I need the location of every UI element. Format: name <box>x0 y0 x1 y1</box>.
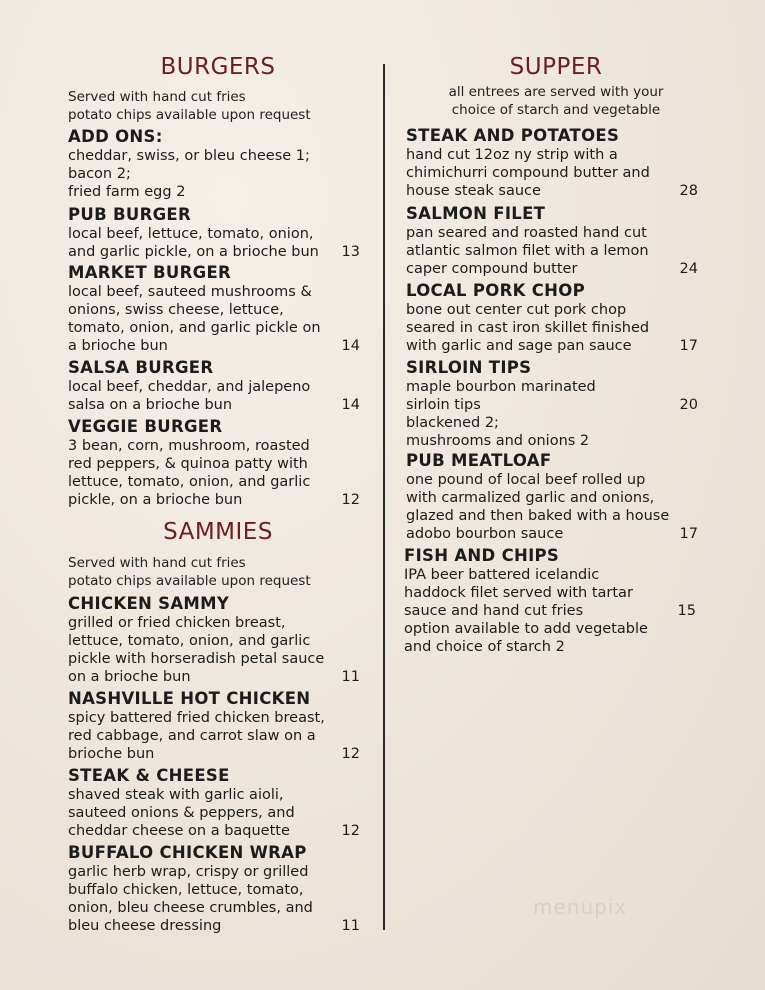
description-line: fried farm egg 2 <box>68 184 186 200</box>
description-line: haddock filet served with tartar <box>404 585 633 601</box>
description-line: cheddar cheese on a baquette <box>68 823 290 839</box>
price: 12 <box>341 746 360 762</box>
item-description <box>68 709 368 763</box>
menu-item-nashville-hot-chicken <box>68 689 368 763</box>
item-description <box>406 378 706 450</box>
description-line: pickle with horseradish petal sauce <box>68 651 325 667</box>
item-description <box>406 301 706 355</box>
item-name: STEAK & CHEESE <box>68 766 230 785</box>
description-line: sauteed onions & peppers, and <box>68 805 295 821</box>
menu-item-sirloin-tips <box>406 358 706 450</box>
description-line: adobo bourbon sauce <box>406 526 564 542</box>
price: 15 <box>677 603 696 619</box>
item-name: SALSA BURGER <box>68 358 214 377</box>
item-description <box>68 614 368 686</box>
description-line: salsa on a brioche bun <box>68 397 233 413</box>
item-name: CHICKEN SAMMY <box>68 594 230 613</box>
item-description <box>406 224 706 278</box>
description-line: and garlic pickle, on a brioche bun <box>68 244 319 260</box>
description-line: glazed and then baked with a house <box>406 508 670 524</box>
item-description <box>68 147 368 201</box>
item-name: BUFFALO CHICKEN WRAP <box>68 843 307 862</box>
item-name: LOCAL PORK CHOP <box>406 281 585 300</box>
menu-item-pub-meatloaf <box>406 451 706 543</box>
description-line: house steak sauce <box>406 183 541 199</box>
price: 14 <box>341 397 360 413</box>
description-line: chimichurri compound butter and <box>406 165 650 181</box>
description-line: buffalo chicken, lettuce, tomato, <box>68 882 304 898</box>
menu-item-local-pork-chop <box>406 281 706 355</box>
description-line: pan seared and roasted hand cut <box>406 225 647 241</box>
description-line: seared in cast iron skillet finished <box>406 320 650 336</box>
price: 12 <box>341 492 360 508</box>
item-description <box>406 146 706 200</box>
description-line: bacon 2; <box>68 166 131 182</box>
description-line: local beef, cheddar, and jalepeno <box>68 379 311 395</box>
burgers-note: Served with hand cut fries potato chips available upon request <box>68 89 311 123</box>
item-name: NASHVILLE HOT CHICKEN <box>68 689 311 708</box>
description-line: caper compound butter <box>406 261 578 277</box>
item-name: SALMON FILET <box>406 204 546 223</box>
description-line: grilled or fried chicken breast, <box>68 615 286 631</box>
description-line: red cabbage, and carrot slaw on a <box>68 728 316 744</box>
description-line: sirloin tips <box>406 397 481 413</box>
menu-item-add-ons <box>68 127 368 201</box>
description-line: blackened 2; <box>406 415 499 431</box>
menu-item-salmon-filet <box>406 204 706 278</box>
description-line: 3 bean, corn, mushroom, roasted <box>68 438 310 454</box>
description-line: sauce and hand cut fries <box>404 603 584 619</box>
description-line: IPA beer battered icelandic <box>404 567 600 583</box>
item-name: ADD ONS: <box>68 127 163 146</box>
supper-title: SUPPER <box>509 54 603 80</box>
menu-item-buffalo-chicken-wrap <box>68 843 368 935</box>
price: 14 <box>341 338 360 354</box>
sammies-title: SAMMIES <box>163 519 273 545</box>
burgers-title: BURGERS <box>160 54 276 80</box>
description-line: shaved steak with garlic aioli, <box>68 787 284 803</box>
description-line: one pound of local beef rolled up <box>406 472 646 488</box>
description-line: garlic herb wrap, crispy or grilled <box>68 864 309 880</box>
description-line: pickle, on a brioche bun <box>68 492 243 508</box>
menu-item-veggie-burger <box>68 417 368 509</box>
description-line: lettuce, tomato, onion, and garlic <box>68 474 311 490</box>
description-line: brioche bun <box>68 746 155 762</box>
menu-item-steak-and-cheese <box>68 766 368 840</box>
item-description <box>68 786 368 840</box>
item-description <box>68 378 368 414</box>
item-name: SIRLOIN TIPS <box>406 358 532 377</box>
price: 17 <box>679 526 698 542</box>
description-line: and choice of starch 2 <box>404 639 565 655</box>
description-line: red peppers, & quinoa patty with <box>68 456 308 472</box>
description-line: mushrooms and onions 2 <box>406 433 590 449</box>
description-line: atlantic salmon filet with a lemon <box>406 243 649 259</box>
item-name: PUB BURGER <box>68 205 192 224</box>
price: 12 <box>341 823 360 839</box>
item-name: MARKET BURGER <box>68 263 232 282</box>
menupix-watermark: menupix <box>533 895 628 919</box>
menu-item-steak-and-potatoes <box>406 126 706 200</box>
price: 11 <box>341 918 360 934</box>
menu-item-fish-and-chips <box>404 546 704 656</box>
description-line: local beef, sauteed mushrooms & <box>68 284 312 300</box>
item-description <box>68 437 368 509</box>
description-line: maple bourbon marinated <box>406 379 596 395</box>
column-divider <box>383 64 385 930</box>
item-description <box>68 863 368 935</box>
description-line: bone out center cut pork chop <box>406 302 627 318</box>
price: 28 <box>679 183 698 199</box>
menu-item-salsa-burger <box>68 358 368 414</box>
item-description <box>68 283 368 355</box>
description-line: option available to add vegetable <box>404 621 648 637</box>
description-line: hand cut 12oz ny strip with a <box>406 147 618 163</box>
price: 20 <box>679 397 698 413</box>
description-line: spicy battered fried chicken breast, <box>68 710 325 726</box>
item-name: STEAK AND POTATOES <box>406 126 620 145</box>
menu-item-market-burger <box>68 263 368 355</box>
item-description <box>406 471 706 543</box>
item-name: VEGGIE BURGER <box>68 417 223 436</box>
supper-note: all entrees are served with your choice of starch and vegetable <box>448 84 664 118</box>
description-line: with garlic and sage pan sauce <box>406 338 632 354</box>
item-description <box>404 566 704 656</box>
description-line: with carmalized garlic and onions, <box>406 490 655 506</box>
description-line: on a brioche bun <box>68 669 191 685</box>
description-line: tomato, onion, and garlic pickle on <box>68 320 321 336</box>
description-line: cheddar, swiss, or bleu cheese 1; <box>68 148 310 164</box>
item-description <box>68 225 368 261</box>
item-name: FISH AND CHIPS <box>404 546 560 565</box>
menu-item-pub-burger <box>68 205 368 261</box>
item-name: PUB MEATLOAF <box>406 451 552 470</box>
price: 13 <box>341 244 360 260</box>
price: 24 <box>679 261 698 277</box>
description-line: onions, swiss cheese, lettuce, <box>68 302 284 318</box>
price: 11 <box>341 669 360 685</box>
price: 17 <box>679 338 698 354</box>
description-line: local beef, lettuce, tomato, onion, <box>68 226 314 242</box>
description-line: onion, bleu cheese crumbles, and <box>68 900 313 916</box>
menu-item-chicken-sammy <box>68 594 368 686</box>
description-line: a brioche bun <box>68 338 168 354</box>
description-line: lettuce, tomato, onion, and garlic <box>68 633 311 649</box>
sammies-note: Served with hand cut fries potato chips available upon request <box>68 555 311 589</box>
description-line: bleu cheese dressing <box>68 918 222 934</box>
